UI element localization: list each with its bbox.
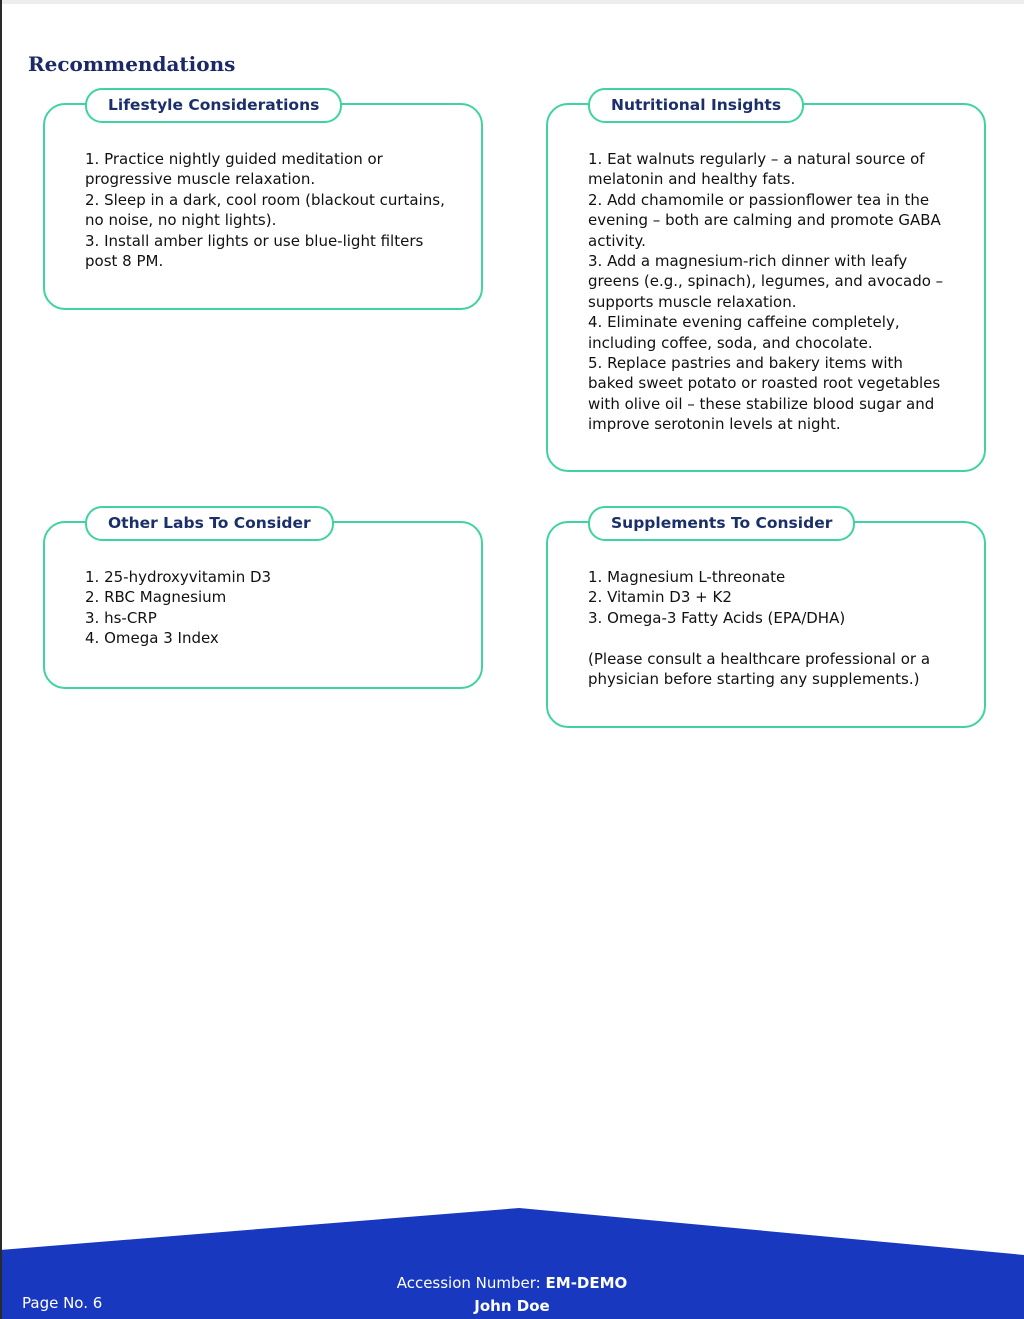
section-body: [548, 523, 984, 707]
list-item: 2. Vitamin D3 + K2: [588, 588, 732, 607]
list-item: 5. Replace pastries and bakery items with baked sweet potato or roasted root vegetables with olive oil – these stabilize blood sugar and improve serotonin levels at night.: [588, 354, 941, 434]
section-body: [548, 105, 984, 453]
section-title: Nutritional Insights: [611, 96, 782, 114]
section-title: Other Labs To Consider: [108, 514, 311, 532]
accession-number-line: [0, 1274, 1024, 1292]
section-body: [45, 523, 481, 667]
section-title-pill: [85, 506, 334, 541]
section-nutritional-insights: [546, 96, 986, 472]
list-item: 1. Practice nightly guided meditation or progressive muscle relaxation.: [85, 150, 383, 189]
patient-name: John Doe: [474, 1297, 550, 1315]
list-item: 4. Omega 3 Index: [85, 629, 219, 648]
page-heading: Recommendations: [28, 52, 236, 76]
section-title-pill: [588, 88, 804, 123]
section-title: Supplements To Consider: [611, 514, 833, 532]
section-title-pill: [85, 88, 342, 123]
list-item: 3. Add a magnesium-rich dinner with leafy greens (e.g., spinach), legumes, and avocado – supports muscle relaxation.: [588, 252, 944, 311]
section-other-labs: [43, 514, 483, 689]
page-number: Page No. 6: [22, 1294, 103, 1312]
section-title: Lifestyle Considerations: [108, 96, 320, 114]
section-items: [588, 567, 948, 628]
list-item: 2. RBC Magnesium: [85, 588, 227, 607]
list-item: 1. Eat walnuts regularly – a natural source of melatonin and healthy fats.: [588, 150, 925, 189]
list-item: 2. Sleep in a dark, cool room (blackout curtains, no noise, no night lights).: [85, 190, 445, 230]
section-title-pill: [588, 506, 855, 541]
list-item: 2. Add chamomile or passionflower tea in the evening – both are calming and promote GABA activity.: [588, 190, 941, 250]
accession-value: EM-DEMO: [545, 1274, 628, 1292]
accession-label: Accession Number:: [396, 1274, 541, 1292]
list-item: 3. hs-CRP: [85, 608, 157, 627]
top-edge-strip: [0, 0, 1024, 4]
section-body: [45, 105, 481, 289]
list-item: 3. Install amber lights or use blue-light filters post 8 PM.: [85, 231, 424, 271]
section-supplements: [546, 514, 986, 728]
left-edge-line: [0, 0, 2, 1319]
list-item: 1. Magnesium L-threonate: [588, 568, 786, 586]
supplements-disclaimer: (Please consult a healthcare professional or a physician before starting any supplements.): [588, 649, 931, 689]
list-item: 1. 25-hydroxyvitamin D3: [85, 568, 272, 586]
list-item: 3. Omega-3 Fatty Acids (EPA/DHA): [588, 608, 846, 627]
list-item: 4. Eliminate evening caffeine completely, including coffee, soda, and chocolate.: [588, 313, 900, 352]
section-lifestyle-considerations: [43, 96, 483, 310]
